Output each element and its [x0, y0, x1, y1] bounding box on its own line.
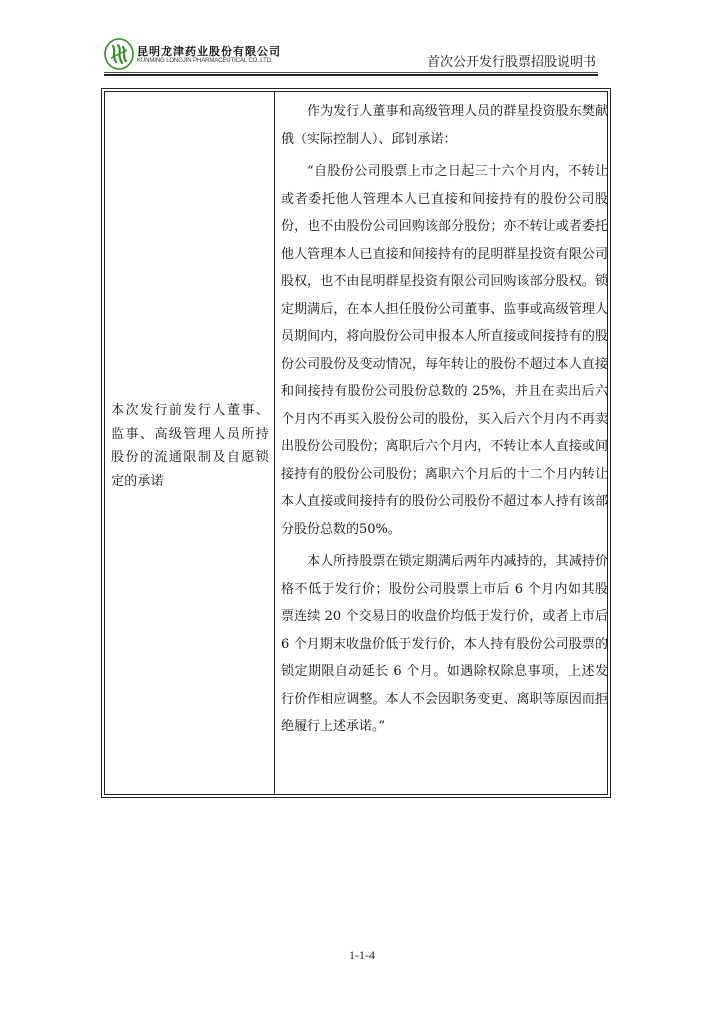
- company-name-cn: 昆明龙津药业股份有限公司: [137, 45, 281, 58]
- header-rule-thin: [104, 72, 598, 73]
- company-name-en: KUNMING LONGJIN PHARMACEUTICAL CO.,LTD.: [137, 58, 273, 64]
- table-inner-border: [104, 91, 608, 795]
- header-rule: [104, 74, 598, 76]
- document-title: 首次公开发行股票招股说明书: [426, 55, 596, 70]
- column-divider: [274, 92, 275, 794]
- row-label-cell: 本次发行前发行人董事、监事、高级管理人员所持股份的流通限制及自愿锁定的承诺: [111, 403, 269, 489]
- content-paragraph: 作为发行人董事和高级管理人员的群星投资股东樊献俄（实际控制人）、邱钊承诺：: [281, 104, 608, 147]
- page-number: 1-1-4: [349, 948, 375, 962]
- row-content-cell: [281, 98, 608, 746]
- commitment-table: [101, 88, 611, 798]
- page-header: [104, 34, 598, 76]
- content-paragraph: “自股份公司股票上市之日起三十六个月内，不转让或者委托他人管理本人已直接和间接持有的股份公司股份，也不由股份公司回购该部分股份；亦不转让或者委托他人管理本人已直接和间接持有的昆明群星投资有限公司股权，也不由昆明群星投资有限公司回购该部分股权。锁定期满后，在本人担任股份公司董事、监事或高级管理人员期间内，将向股份公司申报本人所直接或间接持有的股份公司股份及变动情况，每年转让的股份不超过本人直接和间接持有股份公司股份总数的 25%，并且在卖出后六个月内不再买入股份公司的股份，买入后六个月内不再卖出股份公司股份；离职后六个月内，不转让本人直接或间接持有的股份公司股份；离职六个月后的十二个月内转让本人直接或间接持有的股份公司股份不超过本人持有该部分股份总数的50%。: [281, 164, 608, 537]
- content-paragraph: 本人所持股票在锁定期满后两年内减持的，其减持价格不低于发行价；股份公司股票上市后 6 个月内如其股票连续 20 个交易日的收盘价均低于发行价，或者上市后 6 个月期末收盘价低于发行价，本人持有股份公司股票的锁定期限自动延长 6 个月。如遇除权除息事项，上述发行价作相应调整。本人不会因职务变更、离职等原因而拒绝履行上述承诺。”: [281, 554, 608, 734]
- longjin-logo-icon: [104, 38, 134, 70]
